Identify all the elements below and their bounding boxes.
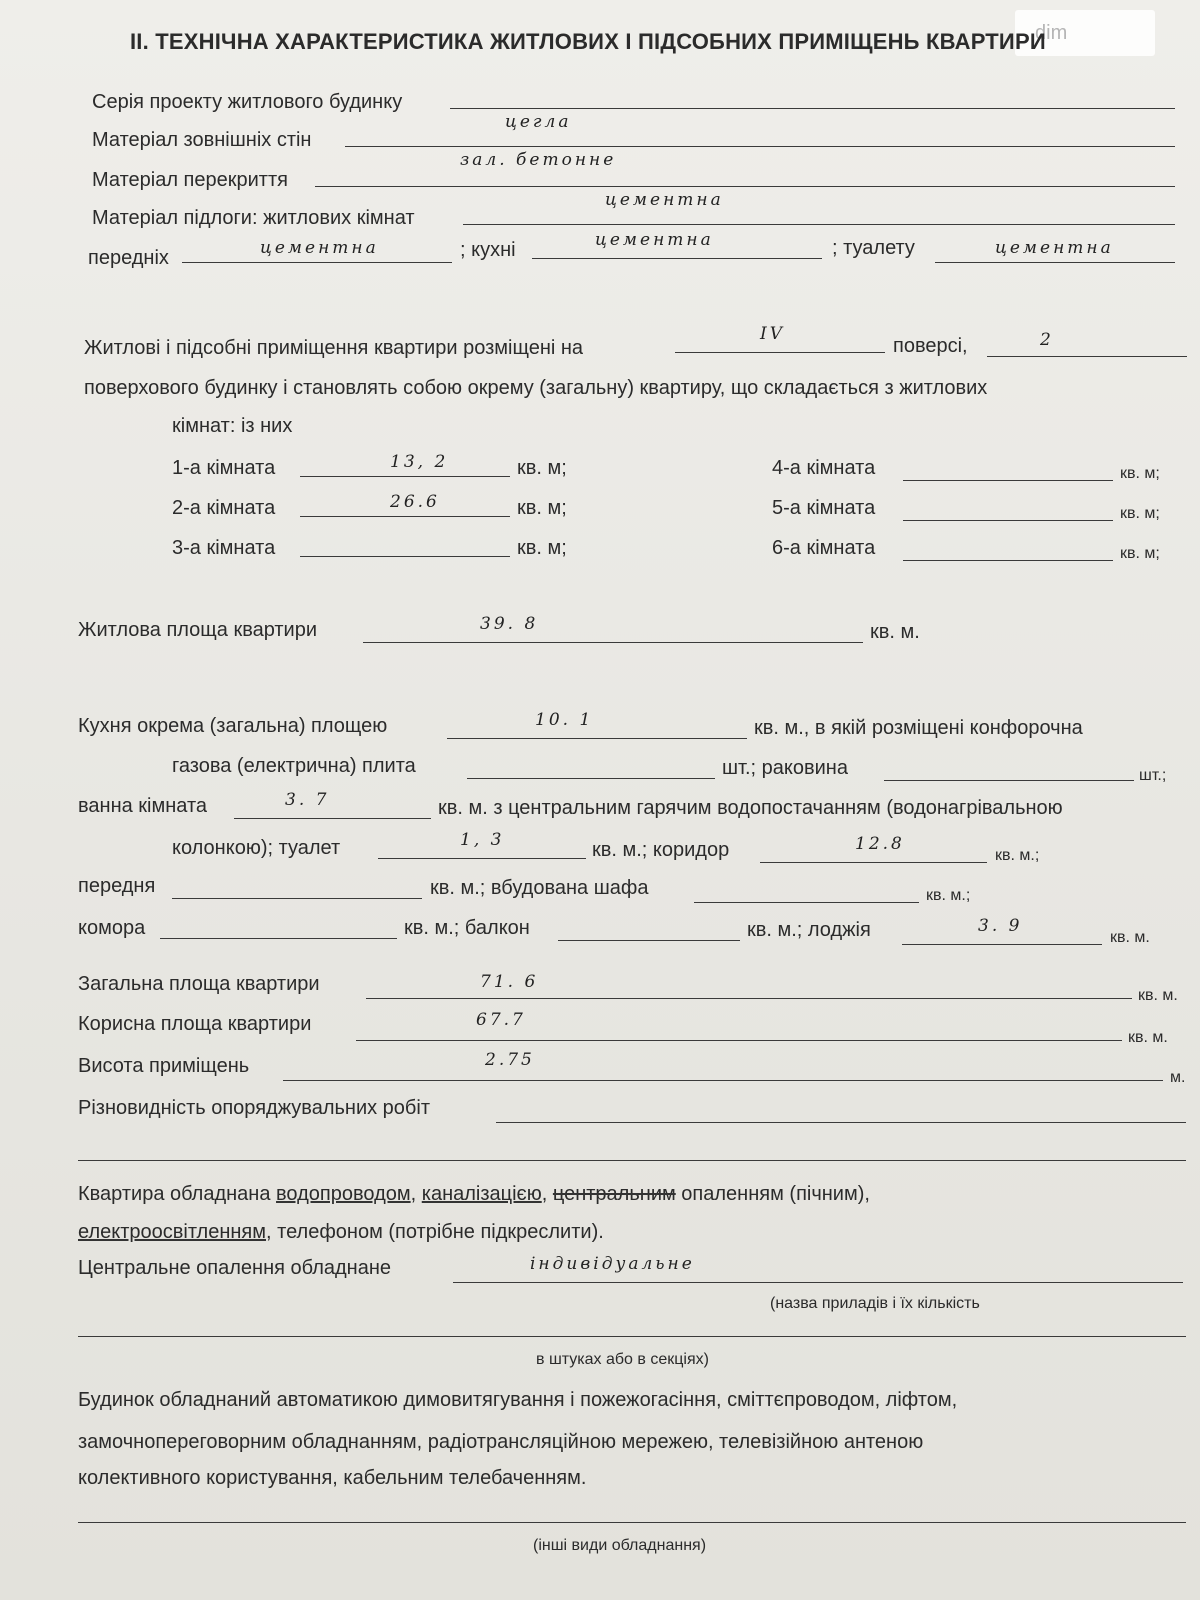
ceiling-label: Матеріал перекриття [92, 169, 288, 191]
location-text-1: Житлові і підсобні приміщення квартири розміщені на [84, 337, 584, 359]
living-area-line [363, 642, 863, 643]
balcony-line [558, 940, 740, 941]
kitchen-text-b: кв. м., в якій розміщені конфорочна [754, 717, 1083, 739]
room-1-unit: кв. м; [517, 457, 567, 479]
corridor-label: кв. м.; коридор [592, 839, 730, 861]
hall-label: передніх [88, 247, 169, 269]
ceiling-value: зал. бетонне [460, 150, 617, 170]
project-series-line [450, 108, 1175, 109]
height-unit: м. [1170, 1069, 1186, 1086]
heating-label: Центральне опалення обладнане [78, 1257, 392, 1279]
hall-line [182, 262, 452, 263]
total-area-unit: кв. м. [1138, 987, 1178, 1004]
location-text-4: кімнат: із них [172, 415, 293, 437]
useful-area-value: 67.7 [476, 1010, 526, 1030]
corridor-value: 12.8 [855, 834, 905, 854]
loggia-label: кв. м.; лоджія [747, 919, 871, 941]
sink-label: шт.; раковина [722, 757, 848, 779]
room-4-line [903, 480, 1113, 481]
floor-label: Матеріал підлоги: житлових кімнат [92, 207, 415, 229]
floor-line [463, 224, 1175, 225]
loggia-line [902, 944, 1102, 945]
hall-area-label: передня [78, 875, 156, 897]
balcony-label: кв. м.; балкон [404, 917, 530, 939]
kitchen-label: Кухня окрема (загальна) площею [78, 715, 388, 737]
floor-number-line [675, 352, 885, 353]
useful-area-line [356, 1040, 1122, 1041]
heating-value: індивідуальне [530, 1254, 695, 1274]
living-area-value: 39. 8 [480, 614, 539, 634]
wardrobe-label: кв. м.; вбудована шафа [430, 877, 649, 899]
room-1-line [300, 476, 510, 477]
heating-note-2: в штуках або в секціях) [536, 1351, 709, 1368]
pantry-line [160, 938, 397, 939]
room-6-label: 6-а кімната [772, 537, 876, 559]
bathroom-text: кв. м. з центральним гарячим водопостачанням (водонагрівальною [438, 797, 1063, 819]
toilet-floor-label: ; туалету [832, 237, 915, 259]
kitchen-area-line [447, 738, 747, 739]
bathroom-label: ванна кімната [78, 795, 208, 817]
finishing-line [496, 1122, 1186, 1123]
stove-line [467, 778, 715, 779]
other-equipment-line [78, 1522, 1186, 1523]
sink-unit: шт.; [1139, 767, 1167, 784]
room-2-unit: кв. м; [517, 497, 567, 519]
building-paragraph-1: Будинок обладнаний автоматикою димовитягування і пожежогасіння, сміттєпроводом, ліфтом, [78, 1389, 958, 1411]
finishing-line-2 [78, 1160, 1186, 1161]
room-3-line [300, 556, 510, 557]
room-6-unit: кв. м; [1120, 545, 1160, 562]
sink-line [884, 780, 1134, 781]
living-area-unit: кв. м. [870, 621, 920, 643]
room-3-unit: кв. м; [517, 537, 567, 559]
room-3-label: 3-а кімната [172, 537, 276, 559]
page-title: ІІ. ТЕХНІЧНА ХАРАКТЕРИСТИКА ЖИТЛОВИХ І ПІДСОБНИХ ПРИМІЩЕНЬ КВАРТИРИ [130, 29, 1046, 54]
living-area-label: Житлова площа квартири [78, 619, 318, 641]
walls-line [345, 146, 1175, 147]
floor-value: цементна [605, 190, 724, 210]
wardrobe-line [694, 902, 919, 903]
hall-area-line [172, 898, 422, 899]
bathroom-line [234, 818, 431, 819]
heating-line [453, 1282, 1183, 1283]
walls-label: Матеріал зовнішніх стін [92, 129, 312, 151]
room-4-unit: кв. м; [1120, 465, 1160, 482]
location-text-2: поверсі, [893, 335, 968, 357]
room-5-line [903, 520, 1113, 521]
toilet-floor-line [935, 262, 1175, 263]
toilet-label: колонкою); туалет [172, 837, 341, 859]
corridor-unit: кв. м.; [995, 847, 1040, 864]
walls-value: цегла [505, 112, 572, 132]
total-floors-line [987, 356, 1187, 357]
kitchen-floor-line [532, 258, 822, 259]
kitchen-floor-label: ; кухні [460, 239, 516, 261]
kitchen-floor-value: цементна [595, 230, 714, 250]
useful-area-label: Корисна площа квартири [78, 1013, 312, 1035]
total-area-value: 71. 6 [480, 972, 539, 992]
room-5-unit: кв. м; [1120, 505, 1160, 522]
stove-label: газова (електрична) плита [172, 755, 416, 777]
loggia-unit: кв. м. [1110, 929, 1150, 946]
floor-number-value: IV [760, 324, 785, 344]
pantry-label: комора [78, 917, 146, 939]
project-series-label: Серія проекту житлового будинку [92, 91, 403, 113]
toilet-value: 1, 3 [460, 830, 505, 850]
loggia-value: 3. 9 [978, 916, 1023, 936]
bathroom-value: 3. 7 [285, 790, 330, 810]
equipment-paragraph-2: електроосвітленням, телефоном (потрібне підкреслити). [78, 1221, 604, 1243]
other-equipment-note: (інші види обладнання) [533, 1537, 707, 1554]
ceiling-line [315, 186, 1175, 187]
heating-note: (назва приладів і їх кількість [770, 1295, 980, 1312]
total-area-label: Загальна площа квартири [78, 973, 320, 995]
location-text-3: поверхового будинку і становлять собою окрему (загальну) квартиру, що складається з житлових [84, 377, 988, 399]
equipment-paragraph-1: Квартира обладнана водопроводом, каналізацією, центральним опаленням (пічним), [78, 1183, 870, 1205]
room-5-label: 5-а кімната [772, 497, 876, 519]
corridor-line [760, 862, 987, 863]
kitchen-area-value: 10. 1 [535, 710, 594, 730]
height-label: Висота приміщень [78, 1055, 250, 1077]
room-6-line [903, 560, 1113, 561]
toilet-line [378, 858, 586, 859]
room-2-label: 2-а кімната [172, 497, 276, 519]
room-2-value: 26.6 [390, 492, 440, 512]
heating-line-2 [78, 1336, 1186, 1337]
total-area-line [366, 998, 1132, 999]
room-4-label: 4-а кімната [772, 457, 876, 479]
total-floors-value: 2 [1040, 330, 1054, 350]
useful-area-unit: кв. м. [1128, 1029, 1168, 1046]
watermark-logo: dim [1015, 10, 1155, 56]
room-2-line [300, 516, 510, 517]
height-line [283, 1080, 1163, 1081]
building-paragraph-3: колективного користування, кабельним телебаченням. [78, 1467, 587, 1489]
toilet-floor-value: цементна [995, 238, 1114, 258]
finishing-label: Різновидність опоряджувальних робіт [78, 1097, 430, 1119]
room-1-value: 13, 2 [390, 452, 449, 472]
wardrobe-unit: кв. м.; [926, 887, 971, 904]
height-value: 2.75 [485, 1050, 535, 1070]
building-paragraph-2: замочнопереговорним обладнанням, радіотрансляційною мережею, телевізійною антеною [78, 1431, 924, 1453]
hall-value: цементна [260, 238, 379, 258]
room-1-label: 1-а кімната [172, 457, 276, 479]
